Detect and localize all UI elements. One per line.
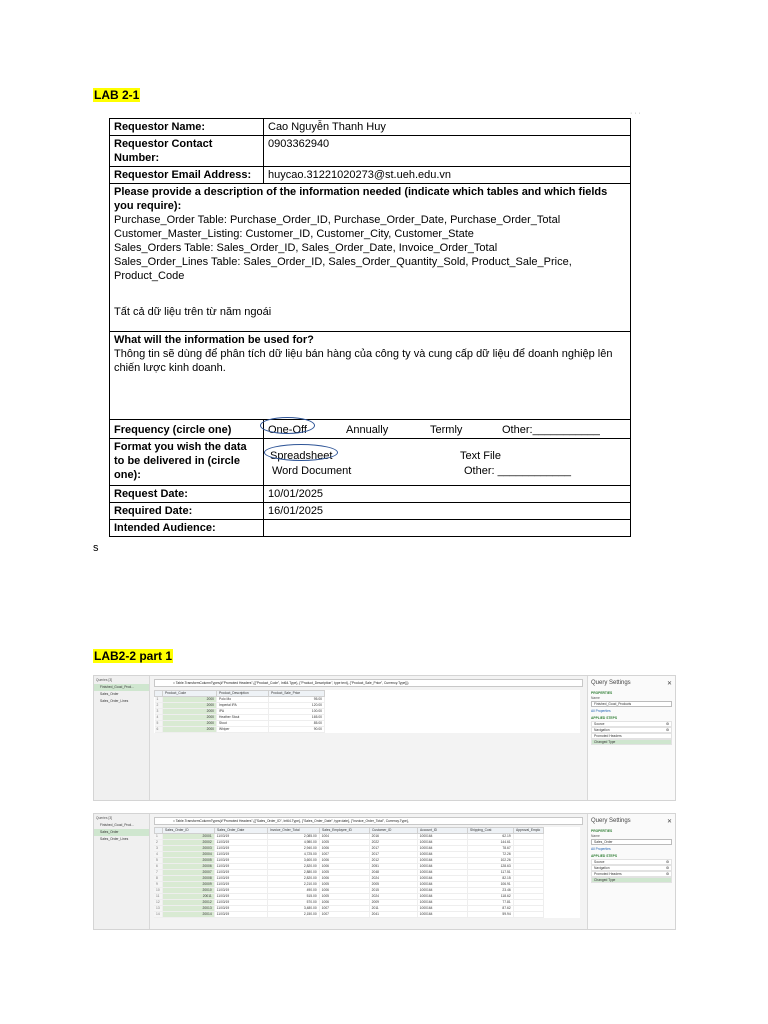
description-prompt: Please provide a description of the information needed (indicate which tables and which fields you require):	[114, 186, 608, 212]
applied-steps-section: APPLIED STEPS	[591, 854, 618, 858]
table-row: 5 20005 11/03/19 3,600.00 1006 2012 1000164 102.26	[154, 858, 543, 864]
applied-step[interactable]: Promoted Headers	[591, 733, 672, 739]
data-preview-grid	[154, 690, 580, 733]
column-header[interactable]: Product_Sale_Price	[269, 691, 325, 697]
queries-header: Queries [3]	[96, 678, 113, 682]
column-header[interactable]: Sales_Employee_ID	[320, 828, 370, 834]
applied-step[interactable]: Navigation ⚙	[591, 865, 672, 871]
queries-pane	[94, 676, 150, 800]
table-row: 14 20014 11/03/19 2,150.00 1007 2041 1000164 59.94	[154, 912, 543, 918]
column-header[interactable]: Shipping_Cost	[468, 828, 514, 834]
column-header[interactable]: Product_Code	[163, 691, 217, 697]
query-name-input[interactable]: Finished_Good_Products	[591, 701, 672, 707]
column-header[interactable]: Product_Description	[217, 691, 269, 697]
applied-step[interactable]: Source ⚙	[591, 859, 672, 865]
formula-bar[interactable]: = Table.TransformColumnTypes(#"Promoted Headers",{{"Product_Code", Int64.Type}, {"Product_Description", type text}, {"Product_Sale_Price", Currency.Type}})	[154, 679, 583, 687]
requestor-name-label: Requestor Name:	[110, 119, 264, 136]
format-option-word-document: Word Document	[272, 465, 352, 477]
column-header[interactable]: Customer_ID	[370, 828, 418, 834]
table-row: 13 20013 11/03/19 3,480.00 1007 2011 1000164 87.62	[154, 906, 543, 912]
query-settings-title: Query Settings	[591, 818, 631, 824]
properties-section: PROPERTIES	[591, 829, 613, 833]
spreadsheet-selection-circle	[264, 444, 338, 461]
frequency-label: Frequency (circle one)	[110, 420, 264, 439]
gear-icon[interactable]: ⚙	[666, 860, 669, 864]
frequency-options	[264, 420, 631, 439]
query-settings-pane	[587, 814, 675, 929]
formula-bar[interactable]: = Table.TransformColumnTypes(#"Promoted Headers",{{"Sales_Order_ID", Int64.Type}, {"Sales_Order_Date", type date}, {"Invoice_Order_Total", Currency.Type},	[154, 817, 583, 825]
request-date-label: Request Date:	[110, 486, 264, 503]
table-row: 8 20008 11/03/19 2,820.00 1006 2024 1000164 82.15	[154, 876, 543, 882]
row-number-header	[155, 828, 163, 834]
request-date-value: 10/01/2025	[264, 486, 631, 503]
applied-step[interactable]: Navigation ⚙	[591, 727, 672, 733]
format-option-spreadsheet: Spreadsheet	[270, 450, 333, 462]
frequency-option-other: Other:___________	[502, 424, 600, 436]
query-item[interactable]: Sales_Order_Lines	[100, 837, 129, 841]
table-row: 12 20012 11/03/19 570.00 1006 2009 1000164 77.81	[154, 900, 543, 906]
email-value: huycao.31221020273@st.ueh.edu.vn	[264, 167, 631, 184]
table-row: 1 2000 Polo Mo 95.00	[155, 697, 325, 703]
column-header[interactable]: Account_ID	[418, 828, 468, 834]
gear-icon[interactable]: ⚙	[666, 872, 669, 876]
queries-header: Queries [3]	[96, 816, 113, 820]
lab-2-1-heading: LAB 2-1	[94, 88, 140, 102]
applied-steps-section: APPLIED STEPS	[591, 716, 618, 720]
usage-prompt: What will the information be used for?	[114, 334, 314, 346]
applied-step[interactable]: Promoted Headers ⚙	[591, 871, 672, 877]
format-option-text-file: Text File	[460, 450, 501, 462]
gear-icon[interactable]: ⚙	[666, 866, 669, 870]
query-item[interactable]: Finished_Good_Prod...	[100, 823, 134, 827]
applied-step-selected[interactable]: Changed Type	[591, 877, 672, 883]
properties-section: PROPERTIES	[591, 691, 613, 695]
description-cell	[110, 184, 631, 332]
column-header[interactable]: Sales_Order_Date	[215, 828, 268, 834]
information-request-form	[109, 118, 631, 537]
table-row: 4 20004 11/03/19 4,725.00 1007 2017 1000164 72.26	[154, 852, 543, 858]
description-note: Tất cả dữ liệu trên từ năm ngoái	[114, 306, 272, 318]
table-row: 9 20009 11/03/19 2,210.00 1005 2005 1000164 106.91	[154, 882, 543, 888]
applied-step[interactable]: Source ⚙	[591, 721, 672, 727]
lab-2-2-heading: LAB2-2 part 1	[94, 649, 173, 663]
format-option-other: Other: ____________	[464, 465, 572, 477]
audience-value	[264, 520, 631, 537]
audience-label: Intended Audience:	[110, 520, 264, 537]
power-query-screenshot-sales-order	[93, 813, 676, 930]
query-name-input[interactable]: Sales_Order	[591, 839, 672, 845]
all-properties-link[interactable]: All Properties	[591, 709, 611, 713]
column-header[interactable]: Invoice_Order_Total	[268, 828, 320, 834]
description-line: Sales_Order_Lines Table: Sales_Order_ID, Sales_Order_Quantity_Sold, Product_Sale_Price, Product_Code	[114, 256, 572, 282]
power-query-screenshot-products	[93, 675, 676, 801]
description-line: Sales_Orders Table: Sales_Order_ID, Sales_Order_Date, Invoice_Order_Total	[114, 242, 498, 254]
format-label: Format you wish the data to be delivered in (circle one):	[110, 439, 264, 486]
table-row: 5 2000 Stout 85.00	[155, 721, 325, 727]
sales-order-rows	[154, 834, 544, 918]
gear-icon[interactable]: ⚙	[666, 728, 669, 732]
requestor-name-value: Cao Nguyễn Thanh Huy	[264, 119, 631, 136]
frequency-option-annually: Annually	[346, 424, 389, 436]
required-date-label: Required Date:	[110, 503, 264, 520]
stray-character: s	[93, 542, 99, 554]
applied-step-selected[interactable]: Changed Type	[591, 739, 672, 745]
frequency-option-one-off: One-Off	[268, 424, 307, 436]
contact-value: 0903362940	[264, 136, 631, 167]
table-row: 4 2000 Heather Stout 165.00	[155, 715, 325, 721]
email-label: Requestor Email Address:	[110, 167, 264, 184]
column-header[interactable]: Approval_Emplo	[514, 828, 544, 834]
usage-text: Thông tin sẽ dùng để phân tích dữ liệu bán hàng của công ty và cung cấp dữ liệu để doanh nghiệp lên chiến lược kinh doanh.	[114, 348, 613, 374]
usage-cell	[110, 332, 631, 420]
close-icon[interactable]: ✕	[666, 681, 672, 687]
description-line: Customer_Master_Listing: Customer_ID, Customer_City, Customer_State	[114, 228, 474, 240]
table-row: 6 2000 Whiper 90.00	[155, 727, 325, 733]
close-icon[interactable]: ✕	[666, 819, 672, 825]
query-item[interactable]: Sales_Order	[100, 692, 119, 696]
table-row: 7 20007 11/03/19 2,880.00 1005 2048 1000164 117.51	[154, 870, 543, 876]
required-date-value: 16/01/2025	[264, 503, 631, 520]
queries-pane	[94, 814, 150, 929]
name-label: Name	[591, 834, 600, 838]
data-preview-grid	[154, 827, 580, 918]
table-row: 6 20006 11/03/19 2,820.00 1006 2051 1000164 128.63	[154, 864, 543, 870]
query-item[interactable]: Finished_Good_Prod...	[94, 684, 149, 691]
gear-icon[interactable]: ⚙	[666, 722, 669, 726]
query-item[interactable]: Sales_Order_Lines	[100, 699, 129, 703]
ellipsis-marker: · · ·	[630, 110, 641, 117]
table-row: 10 20010 11/03/19 490.00 1006 2015 1000164 23.46	[154, 888, 543, 894]
frequency-option-termly: Termly	[430, 424, 463, 436]
one-off-selection-circle	[260, 417, 315, 434]
table-row: 11 20011 11/03/19 515.00 1005 2024 1000164 118.62	[154, 894, 543, 900]
table-row: 2 20002 11/03/19 4,980.00 1005 2022 1000164 144.61	[154, 840, 543, 846]
query-settings-pane	[587, 676, 675, 800]
query-item[interactable]: Sales_Order	[94, 829, 149, 836]
name-label: Name	[591, 696, 600, 700]
all-properties-link[interactable]: All Properties	[591, 847, 611, 851]
table-row: 1 20001 11/03/19 2,085.00 1004 2016 1000164 62.19	[154, 834, 543, 840]
table-row: 3 2000 IPA 100.00	[155, 709, 325, 715]
description-line: Purchase_Order Table: Purchase_Order_ID, Purchase_Order_Date, Purchase_Order_Total	[114, 214, 561, 226]
table-row: 3 20003 11/03/19 2,940.00 1006 2017 1000164 78.67	[154, 846, 543, 852]
column-header[interactable]: Sales_Order_ID	[163, 828, 215, 834]
contact-label: Requestor Contact Number:	[110, 136, 264, 167]
query-settings-title: Query Settings	[591, 680, 631, 686]
table-row: 2 2000 Imperial IPA 120.00	[155, 703, 325, 709]
